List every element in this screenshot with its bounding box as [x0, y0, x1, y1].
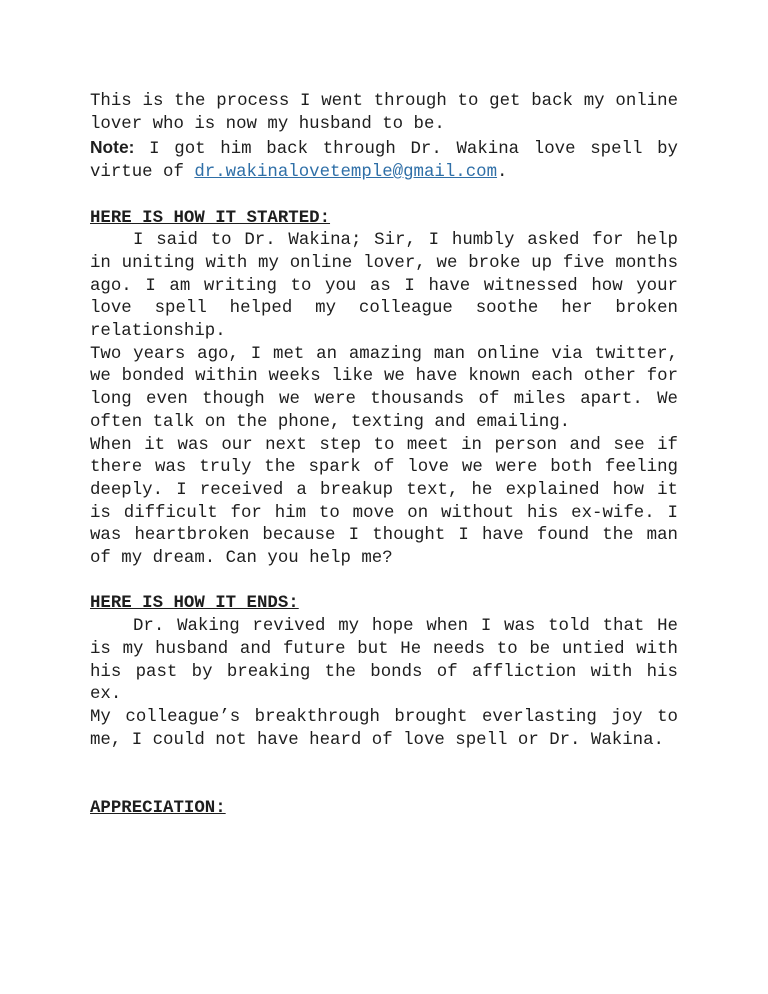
spacer	[90, 185, 678, 208]
heading-started: HERE IS HOW IT STARTED:	[90, 208, 331, 228]
note-end: .	[497, 163, 508, 183]
note-paragraph	[90, 136, 678, 184]
heading-appreciation: APPRECIATION:	[90, 798, 226, 818]
paragraph-started-1: I said to Dr. Wakina; Sir, I humbly asked for help in uniting with my online lover, we broke up five months ago. I am writing to you as I have witnessed how your love spell helped my colleague soothe her broken relationship.	[90, 231, 678, 342]
note-text: I got him back through Dr. Wakina love spell by virtue of	[90, 140, 678, 183]
spacer	[90, 571, 678, 594]
intro-paragraph: This is the process I went through to get back my online lover who is now my husband to be.	[90, 92, 678, 134]
paragraph-ends-1: Dr. Waking revived my hope when I was told that He is my husband and future but He needs to be untied with his past by breaking the bonds of affliction with his ex.	[90, 617, 678, 705]
email-link[interactable]: dr.wakinalovetemple@gmail.com	[194, 163, 498, 183]
document-page	[90, 91, 678, 820]
paragraph-ends-2: My colleague’s breakthrough brought everlasting joy to me, I could not have heard of love spell or Dr. Wakina.	[90, 707, 678, 750]
heading-ends: HERE IS HOW IT ENDS:	[90, 594, 299, 614]
paragraph-started-3: When it was our next step to meet in person and see if there was truly the spark of love we were both feeling deeply. I received a breakup text, he explained how it is difficult for him to move on without his ex-wife. I was heartbroken because I thought I have found the man of my dream. Can you help me?	[90, 435, 678, 569]
paragraph-started-2: Two years ago, I met an amazing man online via twitter, we bonded within weeks like we have known each other for long even though we were thousands of miles apart. We often talk on the phone, texting and emailing.	[90, 344, 678, 432]
spacer	[90, 752, 678, 797]
note-label: Note:	[90, 137, 135, 158]
